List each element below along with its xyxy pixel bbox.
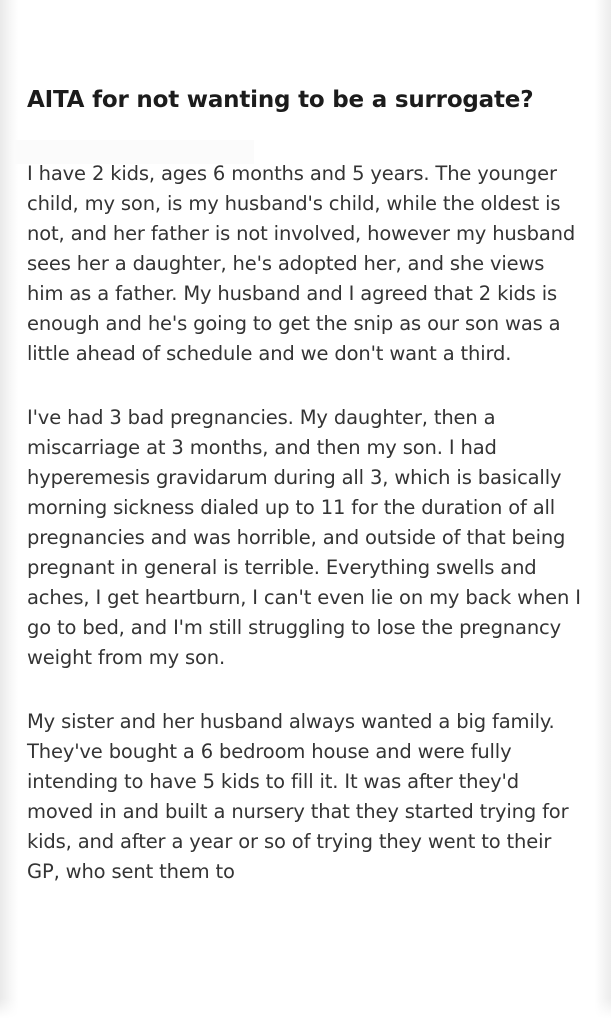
- body-paragraph: My sister and her husband always wanted a big family. They've bought a 6 bedroom house and were fully intending to have 5 kids to fill it. It was after they'd moved in and built a nursery that they started trying for kids, and after a year or so of trying they went to their GP, who sent them to: [27, 710, 569, 884]
- page-title: AITA for not wanting to be a surrogate?: [27, 87, 534, 113]
- bottom-fade-overlay: [0, 998, 611, 1024]
- body-paragraph: I've had 3 bad pregnancies. My daughter, then a miscarriage at 3 months, and then my son. I had hyperemesis gravidarum during all 3, which is basically morning sickness dialed up to 11 for the duration of all pregnancies and was horrible, and outside of that being pregnant in general is terrible. Everything swells and aches, I get heartburn, I can't even lie on my back when I go to bed, and I'm still struggling to lose the pregnancy weight from my son.: [27, 405, 581, 669]
- body-paragraph: I have 2 kids, ages 6 months and 5 years. The younger child, my son, is my husband's child, while the oldest is not, and her father is not involved, however my husband sees her a daughter, he's adopted her, and she views him as a father. My husband and I agreed that 2 kids is enough and he's going to get the snip as our son was a little ahead of schedule and we don't want a third.: [27, 161, 576, 365]
